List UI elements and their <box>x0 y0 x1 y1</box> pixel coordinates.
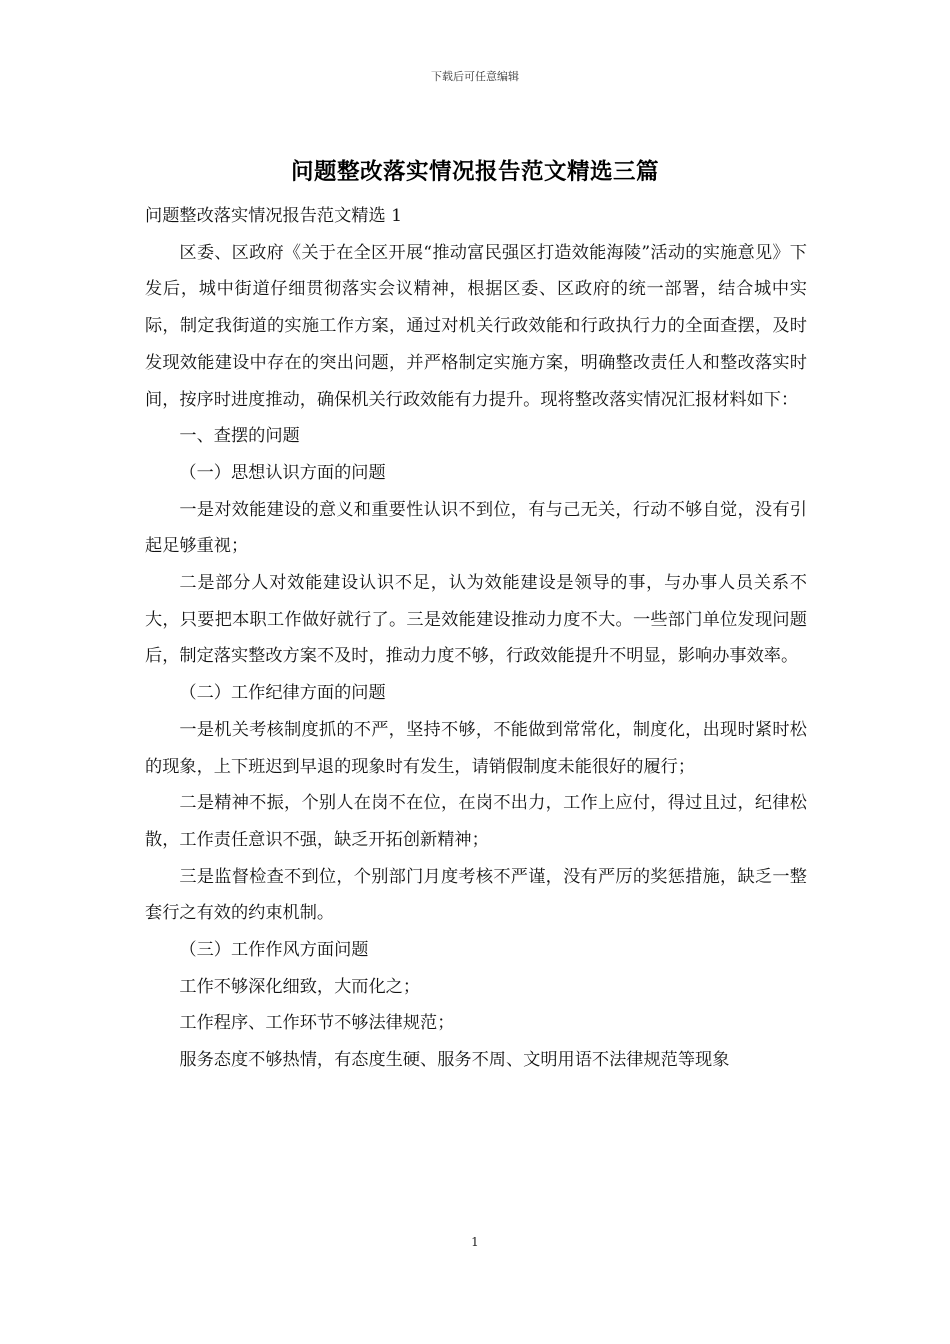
document-body <box>145 198 807 1079</box>
paragraph: 二是精神不振，个别人在岗不在位，在岗不出力，工作上应付，得过且过，纪律松散，工作责任意识不强，缺乏开拓创新精神； <box>145 793 807 850</box>
paragraph: 一是机关考核制度抓的不严，坚持不够，不能做到常常化，制度化，出现时紧时松的现象，上下班迟到早退的现象时有发生，请销假制度未能很好的履行； <box>145 719 807 777</box>
paragraph: 工作程序、工作环节不够法律规范； <box>179 1013 455 1034</box>
subsection-heading: （三）工作作风方面问题 <box>179 940 369 961</box>
paragraph: 一是对效能建设的意义和重要性认识不到位，有与己无关，行动不够自觉，没有引起足够重视； <box>145 499 807 557</box>
paragraph: 工作不够深化细致，大而化之； <box>179 976 421 997</box>
page-number: 1 <box>471 1235 479 1249</box>
paragraph-intro: 区委、区政府《关于在全区开展“推动富民强区打造效能海陵”活动的实施意见》下发后，城中街道仔细贯彻落实会议精神，根据区委、区政府的统一部署，结合城中实际，制定我街道的实施工作方案，通过对机关行政效能和行政执行力的全面查摆，及时发现效能建设中存在的突出问题，并严格制定实施方案，明确整改责任人和整改落实时间，按序时进度推动，确保机关行政效能有力提升。现将整改落实情况汇报材料如下： <box>145 242 807 410</box>
subsection-heading: （二）工作纪律方面的问题 <box>179 683 386 704</box>
document-title: 问题整改落实情况报告范文精选三篇 <box>290 159 659 185</box>
section-heading: 一、查摆的问题 <box>179 426 300 447</box>
paragraph: 三是监督检查不到位，个别部门月度考核不严谨，没有严厉的奖惩措施，缺乏一整套行之有效的约束机制。 <box>145 866 807 924</box>
document-subtitle: 问题整改落实情况报告范文精选 1 <box>145 206 403 226</box>
paragraph: 服务态度不够热情，有态度生硬、服务不周、文明用语不法律规范等现象 <box>179 1050 730 1071</box>
paragraph: 二是部分人对效能建设认识不足，认为效能建设是领导的事，与办事人员关系不大，只要把本职工作做好就行了。三是效能建设推动力度不大。一些部门单位发现问题后，制定落实整改方案不及时，推动力度不够，行政效能提升不明显，影响办事效率。 <box>145 573 807 667</box>
page-header: 下载后可任意编辑 <box>431 70 519 83</box>
subsection-heading: （一）思想认识方面的问题 <box>179 462 386 483</box>
